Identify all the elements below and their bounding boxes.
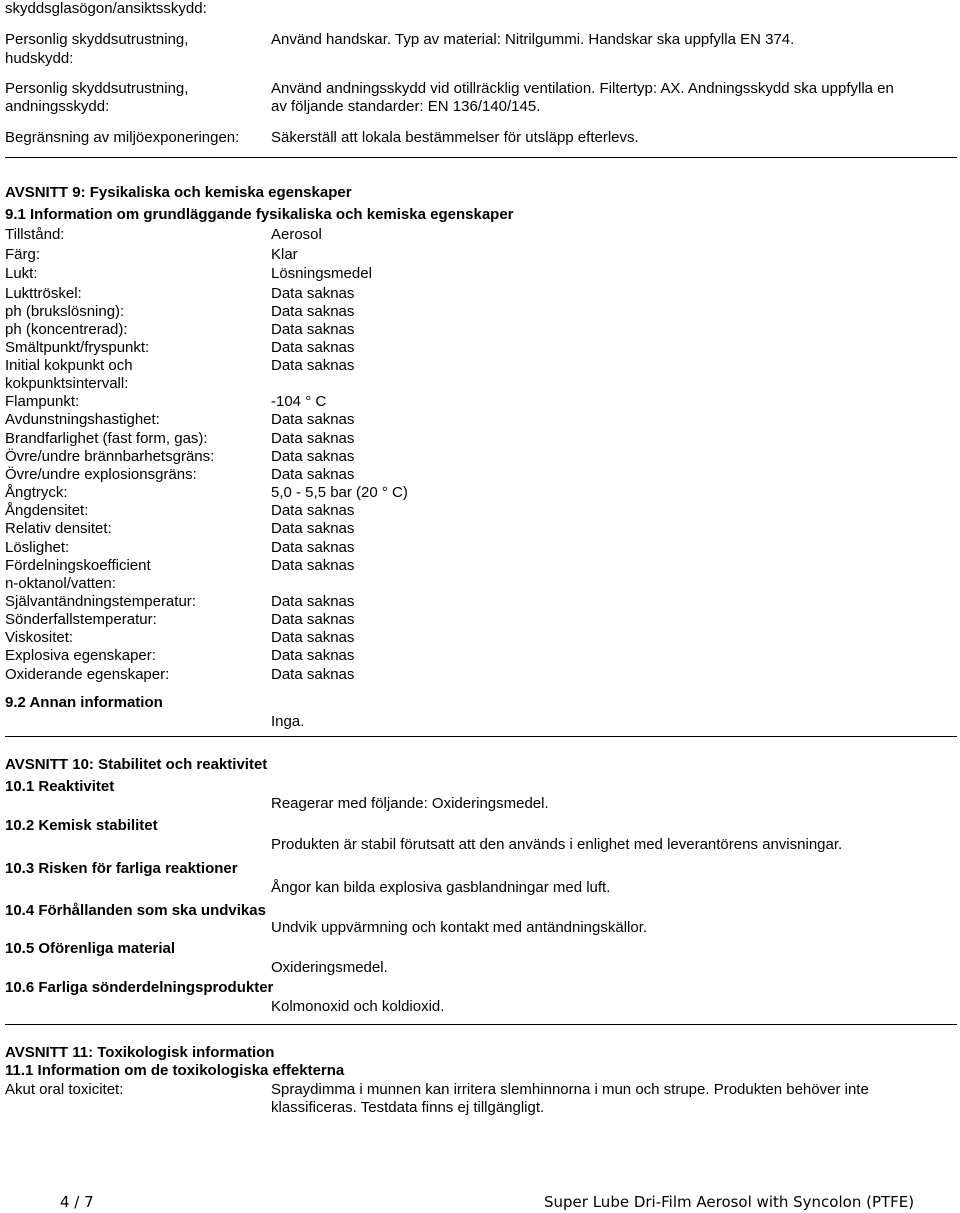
property-label: Explosiva egenskaper: xyxy=(5,647,156,664)
subsection-text: Oxideringsmedel. xyxy=(271,959,388,976)
ppe-label: Personlig skyddsutrustning, xyxy=(5,31,189,48)
section-9-title: AVSNITT 9: Fysikaliska och kemiska egenskaper xyxy=(5,184,352,201)
property-label: Ångtryck: xyxy=(5,484,68,501)
property-label: Sönderfallstemperatur: xyxy=(5,611,157,628)
ppe-value: Använd andningsskydd vid otillräcklig ventilation. Filtertyp: AX. Andningsskydd ska uppfylla en xyxy=(271,80,894,97)
section-divider xyxy=(5,157,957,158)
ppe-top-label: skyddsglasögon/ansiktsskydd: xyxy=(5,0,207,17)
product-name: Super Lube Dri-Film Aerosol with Syncolon (PTFE) xyxy=(544,1193,915,1211)
property-label: ph (koncentrerad): xyxy=(5,321,128,338)
property-value: Data saknas xyxy=(271,321,355,338)
ppe-label: hudskydd: xyxy=(5,50,74,67)
subsection-text: Reagerar med följande: Oxideringsmedel. xyxy=(271,795,549,812)
property-label: Smältpunkt/fryspunkt: xyxy=(5,339,150,356)
page-number: 4 / 7 xyxy=(60,1193,94,1211)
property-value: Data saknas xyxy=(271,411,355,428)
property-label: Relativ densitet: xyxy=(5,520,112,537)
property-label: Tillstånd: xyxy=(5,226,65,243)
ppe-value: Säkerställ att lokala bestämmelser för utsläpp efterlevs. xyxy=(271,129,639,146)
subsection-heading: 10.4 Förhållanden som ska undvikas xyxy=(5,902,266,919)
property-value: Data saknas xyxy=(271,285,355,302)
property-label: ph (brukslösning): xyxy=(5,303,125,320)
property-value: Data saknas xyxy=(271,339,355,356)
section-11-1-heading: 11.1 Information om de toxikologiska effekterna xyxy=(5,1062,345,1079)
section-divider xyxy=(5,736,957,737)
property-value: Lösningsmedel xyxy=(271,265,372,282)
property-label: kokpunktsintervall: xyxy=(5,375,129,392)
ppe-label: andningsskydd: xyxy=(5,98,110,115)
section-9-1-heading: 9.1 Information om grundläggande fysikaliska och kemiska egenskaper xyxy=(5,206,514,223)
subsection-heading: 10.5 Oförenliga material xyxy=(5,940,176,957)
property-value: Aerosol xyxy=(271,226,322,243)
property-value: Data saknas xyxy=(271,303,355,320)
property-label: Färg: xyxy=(5,246,41,263)
subsection-heading: 10.6 Farliga sönderdelningsprodukter xyxy=(5,979,274,996)
toxicity-value: klassificeras. Testdata finns ej tillgängligt. xyxy=(271,1099,545,1116)
section-9-2-heading: 9.2 Annan information xyxy=(5,694,163,711)
property-value: Data saknas xyxy=(271,502,355,519)
property-label: Lukt: xyxy=(5,265,38,282)
property-label: Självantändningstemperatur: xyxy=(5,593,196,610)
property-label: Övre/undre brännbarhetsgräns: xyxy=(5,448,215,465)
property-value: Data saknas xyxy=(271,357,355,374)
property-label: n-oktanol/vatten: xyxy=(5,575,116,592)
ppe-value: Använd handskar. Typ av material: Nitrilgummi. Handskar ska uppfylla EN 374. xyxy=(271,31,795,48)
other-info-value: Inga. xyxy=(271,713,305,730)
property-value: Data saknas xyxy=(271,520,355,537)
property-label: Ångdensitet: xyxy=(5,502,89,519)
property-label: Övre/undre explosionsgräns: xyxy=(5,466,197,483)
subsection-heading: 10.3 Risken för farliga reaktioner xyxy=(5,860,238,877)
property-label: Brandfarlighet (fast form, gas): xyxy=(5,430,208,447)
property-value: Data saknas xyxy=(271,448,355,465)
property-value: Data saknas xyxy=(271,611,355,628)
section-divider xyxy=(5,1024,957,1025)
section-11-title: AVSNITT 11: Toxikologisk information xyxy=(5,1044,275,1061)
property-label: Viskositet: xyxy=(5,629,74,646)
subsection-text: Undvik uppvärmning och kontakt med antändningskällor. xyxy=(271,919,648,936)
section-10-title: AVSNITT 10: Stabilitet och reaktivitet xyxy=(5,756,268,773)
property-label: Fördelningskoefficient xyxy=(5,557,151,574)
property-value: Data saknas xyxy=(271,430,355,447)
ppe-value: av följande standarder: EN 136/140/145. xyxy=(271,98,541,115)
ppe-label: Personlig skyddsutrustning, xyxy=(5,80,189,97)
property-label: Oxiderande egenskaper: xyxy=(5,666,170,683)
subsection-heading: 10.1 Reaktivitet xyxy=(5,778,115,795)
property-label: Avdunstningshastighet: xyxy=(5,411,160,428)
property-value: Data saknas xyxy=(271,593,355,610)
property-value: Data saknas xyxy=(271,539,355,556)
property-value: Data saknas xyxy=(271,557,355,574)
property-label: Löslighet: xyxy=(5,539,70,556)
property-value: Data saknas xyxy=(271,647,355,664)
property-label: Flampunkt: xyxy=(5,393,80,410)
property-label: Initial kokpunkt och xyxy=(5,357,133,374)
toxicity-value: Spraydimma i munnen kan irritera slemhinnorna i mun och strupe. Produkten behöver inte xyxy=(271,1081,869,1098)
ppe-label: Begränsning av miljöexponeringen: xyxy=(5,129,240,146)
property-value: Data saknas xyxy=(271,666,355,683)
toxicity-label: Akut oral toxicitet: xyxy=(5,1081,124,1098)
property-value: -104 ° C xyxy=(271,393,327,410)
subsection-text: Produkten är stabil förutsatt att den används i enlighet med leverantörens anvisningar. xyxy=(271,836,843,853)
property-value: Klar xyxy=(271,246,298,263)
property-value: Data saknas xyxy=(271,466,355,483)
subsection-heading: 10.2 Kemisk stabilitet xyxy=(5,817,158,834)
subsection-text: Ångor kan bilda explosiva gasblandningar med luft. xyxy=(271,879,611,896)
property-label: Lukttröskel: xyxy=(5,285,82,302)
property-value: 5,0 - 5,5 bar (20 ° C) xyxy=(271,484,408,501)
subsection-text: Kolmonoxid och koldioxid. xyxy=(271,998,445,1015)
property-value: Data saknas xyxy=(271,629,355,646)
